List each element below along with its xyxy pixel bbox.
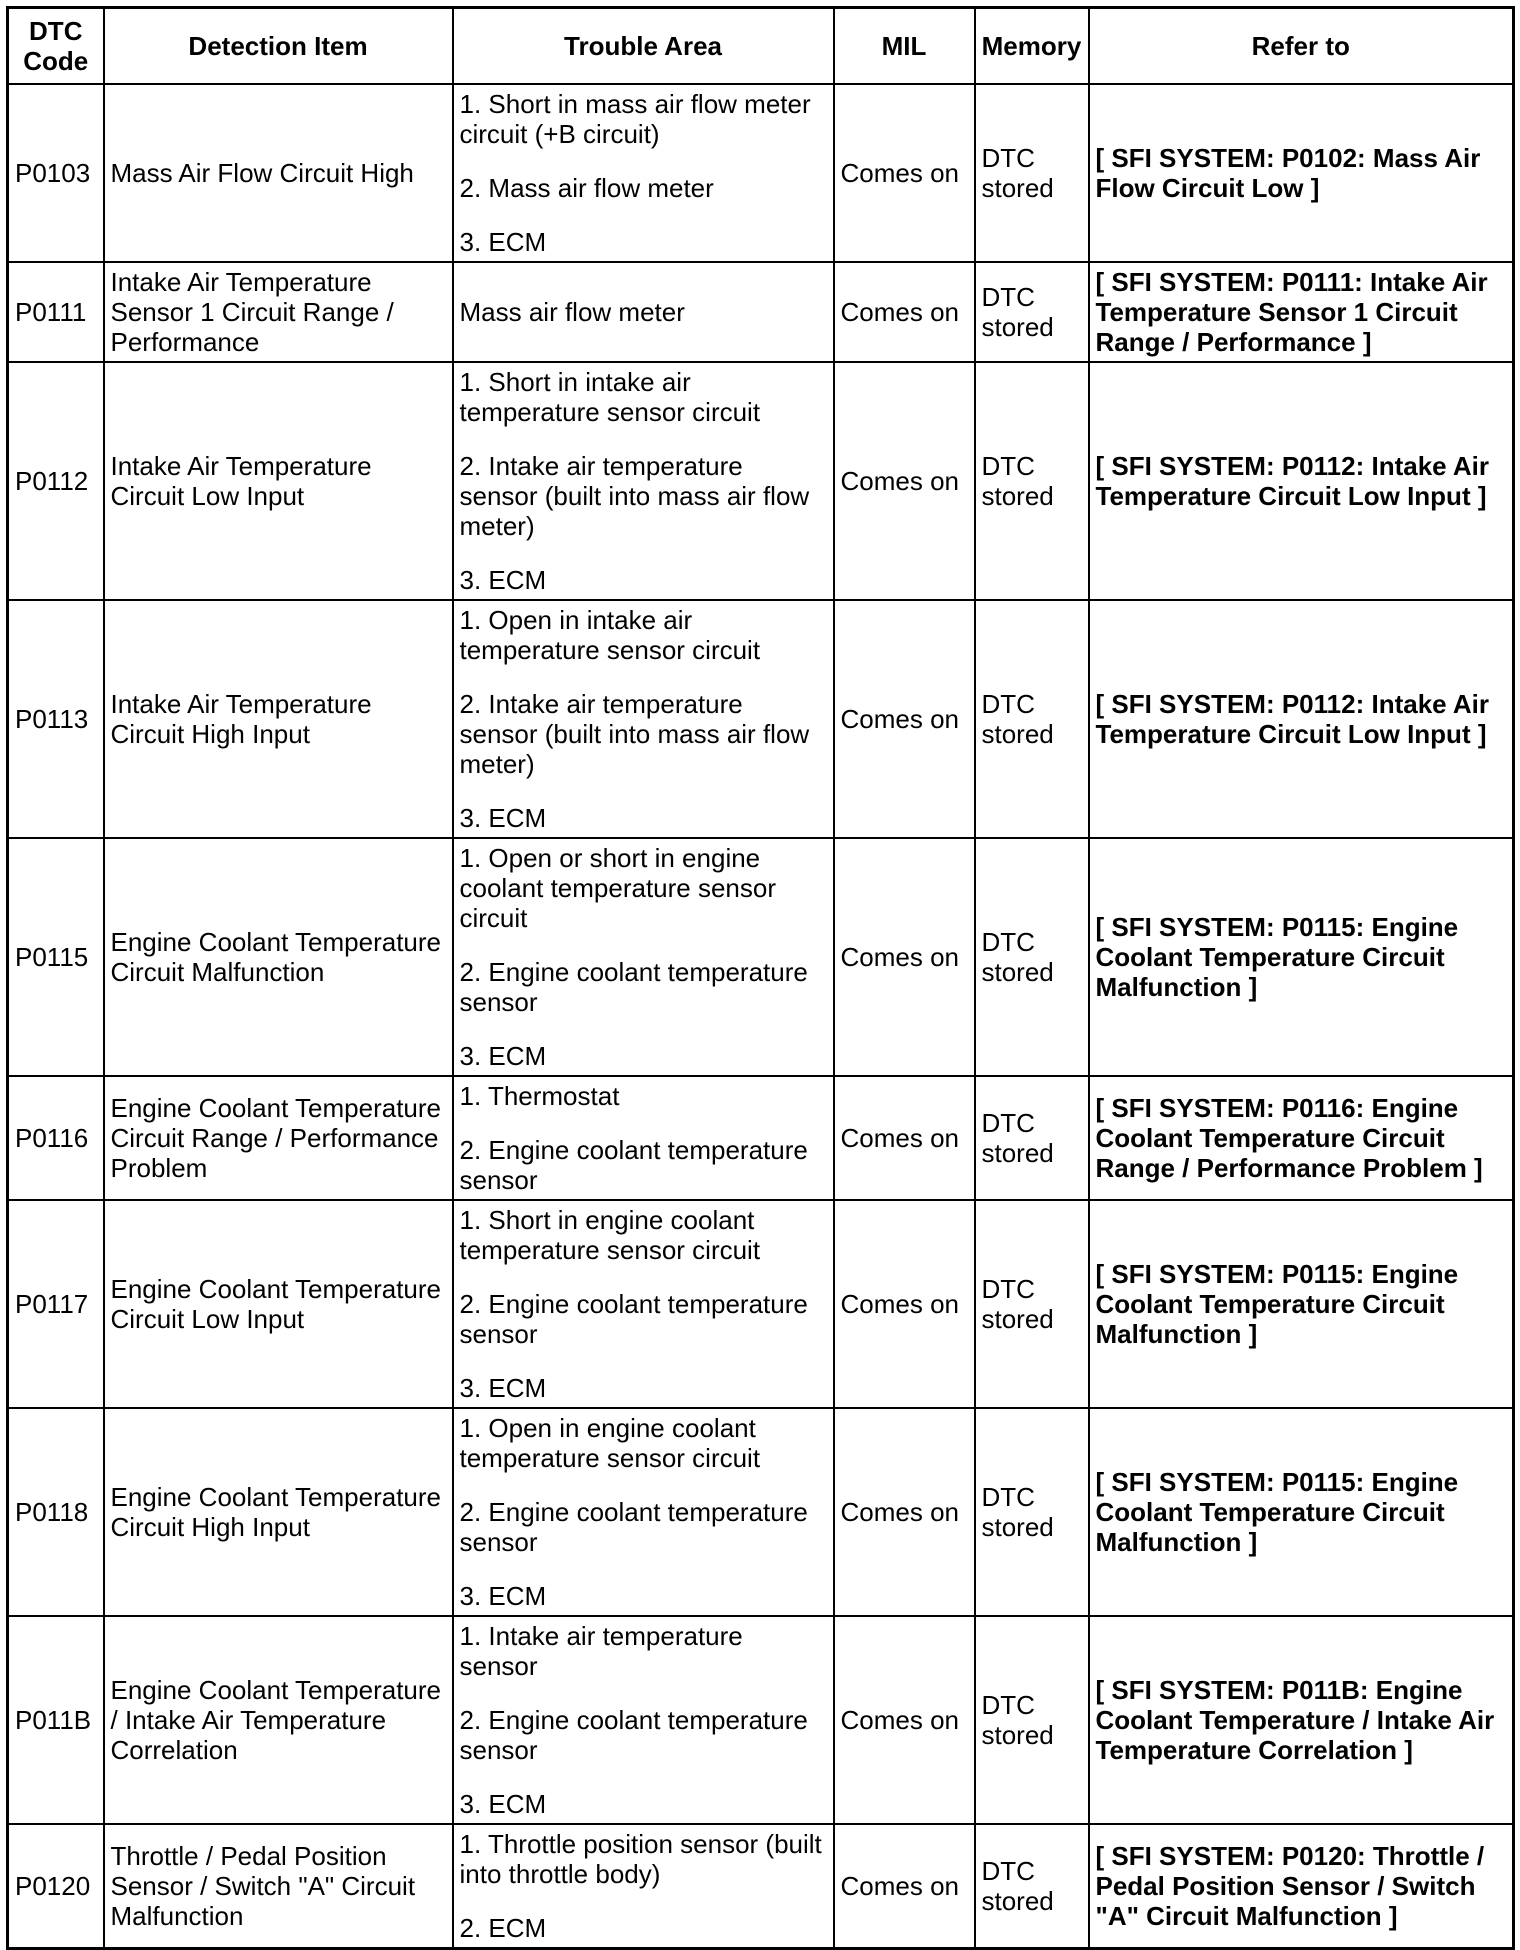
refer-to-link[interactable]: [ SFI SYSTEM: P0112: Intake Air Temperature Circuit Low Input ] <box>1089 362 1514 600</box>
trouble-area-item: 3. ECM <box>459 1373 547 1403</box>
dtc-code-cell: P0116 <box>8 1076 104 1200</box>
memory-cell: DTC stored <box>975 1824 1089 1949</box>
header-trouble-area: Trouble Area <box>453 8 834 85</box>
trouble-area-item: 3. ECM <box>459 565 547 595</box>
header-mil: MIL <box>834 8 975 85</box>
detection-item-cell: Intake Air Temperature Circuit High Input <box>104 600 453 838</box>
trouble-area-item: 3. ECM <box>459 1789 547 1819</box>
trouble-area-item: 3. ECM <box>459 1581 547 1611</box>
memory-cell: DTC stored <box>975 1616 1089 1824</box>
refer-to-link[interactable]: [ SFI SYSTEM: P0111: Intake Air Temperature Sensor 1 Circuit Range / Performance ] <box>1089 262 1514 362</box>
trouble-area-item: 2. Engine coolant temperature sensor <box>459 957 808 1017</box>
trouble-area-cell <box>453 262 834 362</box>
trouble-area-item: 1. Intake air temperature sensor <box>459 1621 743 1681</box>
trouble-area-cell <box>453 1200 834 1408</box>
trouble-area-cell <box>453 1616 834 1824</box>
trouble-area-cell <box>453 1076 834 1200</box>
table-row <box>8 1408 1514 1616</box>
dtc-code-cell: P011B <box>8 1616 104 1824</box>
dtc-code-cell: P0103 <box>8 84 104 262</box>
trouble-area-item: 1. Open or short in engine coolant temperature sensor circuit <box>459 843 777 933</box>
table-row <box>8 262 1514 362</box>
refer-to-link[interactable]: [ SFI SYSTEM: P0112: Intake Air Temperature Circuit Low Input ] <box>1089 600 1514 838</box>
trouble-area-cell <box>453 600 834 838</box>
header-dtc-code: DTC Code <box>8 8 104 85</box>
dtc-table <box>6 6 1515 1950</box>
dtc-table-container <box>6 6 1515 1950</box>
table-row <box>8 1076 1514 1200</box>
mil-cell: Comes on <box>834 1616 975 1824</box>
trouble-area-item: 1. Open in engine coolant temperature sensor circuit <box>459 1413 761 1473</box>
refer-to-link[interactable]: [ SFI SYSTEM: P0102: Mass Air Flow Circuit Low ] <box>1089 84 1514 262</box>
refer-to-link[interactable]: [ SFI SYSTEM: P0120: Throttle / Pedal Position Sensor / Switch "A" Circuit Malfunction ] <box>1089 1824 1514 1949</box>
table-row <box>8 1824 1514 1949</box>
trouble-area-item: 2. ECM <box>459 1913 547 1943</box>
trouble-area-item: 1. Open in intake air temperature sensor circuit <box>459 605 761 665</box>
trouble-area-item: 1. Short in intake air temperature sensor circuit <box>459 367 761 427</box>
trouble-area-item: 3. ECM <box>459 1041 547 1071</box>
mil-cell: Comes on <box>834 1408 975 1616</box>
detection-item-cell: Intake Air Temperature Circuit Low Input <box>104 362 453 600</box>
refer-to-link[interactable]: [ SFI SYSTEM: P0115: Engine Coolant Temperature Circuit Malfunction ] <box>1089 1408 1514 1616</box>
detection-item-cell: Engine Coolant Temperature Circuit Low Input <box>104 1200 453 1408</box>
table-body <box>8 84 1514 1949</box>
memory-cell: DTC stored <box>975 262 1089 362</box>
trouble-area-item: Mass air flow meter <box>459 297 685 327</box>
trouble-area-item: 1. Thermostat <box>459 1081 620 1111</box>
memory-cell: DTC stored <box>975 1408 1089 1616</box>
trouble-area-item: 2. Intake air temperature sensor (built into mass air flow meter) <box>459 689 810 779</box>
trouble-area-item: 3. ECM <box>459 227 547 257</box>
trouble-area-item: 1. Short in mass air flow meter circuit (+B circuit) <box>459 89 811 149</box>
table-row <box>8 362 1514 600</box>
dtc-code-cell: P0120 <box>8 1824 104 1949</box>
refer-to-link[interactable]: [ SFI SYSTEM: P011B: Engine Coolant Temperature / Intake Air Temperature Correlation ] <box>1089 1616 1514 1824</box>
trouble-area-item: 2. Mass air flow meter <box>459 173 714 203</box>
dtc-code-cell: P0117 <box>8 1200 104 1408</box>
header-memory: Memory <box>975 8 1089 85</box>
trouble-area-item: 2. Engine coolant temperature sensor <box>459 1705 808 1765</box>
detection-item-cell: Throttle / Pedal Position Sensor / Switch "A" Circuit Malfunction <box>104 1824 453 1949</box>
detection-item-cell: Engine Coolant Temperature Circuit High Input <box>104 1408 453 1616</box>
memory-cell: DTC stored <box>975 362 1089 600</box>
header-row <box>8 8 1514 85</box>
dtc-code-cell: P0113 <box>8 600 104 838</box>
detection-item-cell: Engine Coolant Temperature / Intake Air Temperature Correlation <box>104 1616 453 1824</box>
detection-item-cell: Mass Air Flow Circuit High <box>104 84 453 262</box>
dtc-code-cell: P0115 <box>8 838 104 1076</box>
memory-cell: DTC stored <box>975 1076 1089 1200</box>
refer-to-link[interactable]: [ SFI SYSTEM: P0116: Engine Coolant Temperature Circuit Range / Performance Problem ] <box>1089 1076 1514 1200</box>
memory-cell: DTC stored <box>975 84 1089 262</box>
detection-item-cell: Engine Coolant Temperature Circuit Malfunction <box>104 838 453 1076</box>
memory-cell: DTC stored <box>975 838 1089 1076</box>
memory-cell: DTC stored <box>975 1200 1089 1408</box>
trouble-area-item: 3. ECM <box>459 803 547 833</box>
mil-cell: Comes on <box>834 1200 975 1408</box>
table-row <box>8 838 1514 1076</box>
detection-item-cell: Intake Air Temperature Sensor 1 Circuit Range / Performance <box>104 262 453 362</box>
mil-cell: Comes on <box>834 362 975 600</box>
mil-cell: Comes on <box>834 1824 975 1949</box>
header-refer-to: Refer to <box>1089 8 1514 85</box>
refer-to-link[interactable]: [ SFI SYSTEM: P0115: Engine Coolant Temperature Circuit Malfunction ] <box>1089 1200 1514 1408</box>
detection-item-cell: Engine Coolant Temperature Circuit Range / Performance Problem <box>104 1076 453 1200</box>
dtc-code-cell: P0111 <box>8 262 104 362</box>
mil-cell: Comes on <box>834 84 975 262</box>
dtc-code-cell: P0118 <box>8 1408 104 1616</box>
table-row <box>8 1200 1514 1408</box>
trouble-area-cell <box>453 1408 834 1616</box>
mil-cell: Comes on <box>834 600 975 838</box>
table-row <box>8 1616 1514 1824</box>
refer-to-link[interactable]: [ SFI SYSTEM: P0115: Engine Coolant Temperature Circuit Malfunction ] <box>1089 838 1514 1076</box>
header-detection-item: Detection Item <box>104 8 453 85</box>
trouble-area-item: 2. Engine coolant temperature sensor <box>459 1497 808 1557</box>
table-row <box>8 84 1514 262</box>
trouble-area-item: 1. Throttle position sensor (built into throttle body) <box>459 1829 822 1889</box>
trouble-area-item: 1. Short in engine coolant temperature sensor circuit <box>459 1205 761 1265</box>
trouble-area-cell <box>453 1824 834 1949</box>
table-row <box>8 600 1514 838</box>
trouble-area-cell <box>453 362 834 600</box>
trouble-area-item: 2. Engine coolant temperature sensor <box>459 1135 808 1195</box>
trouble-area-cell <box>453 84 834 262</box>
trouble-area-item: 2. Intake air temperature sensor (built into mass air flow meter) <box>459 451 810 541</box>
mil-cell: Comes on <box>834 838 975 1076</box>
memory-cell: DTC stored <box>975 600 1089 838</box>
mil-cell: Comes on <box>834 262 975 362</box>
trouble-area-item: 2. Engine coolant temperature sensor <box>459 1289 808 1349</box>
trouble-area-cell <box>453 838 834 1076</box>
dtc-code-cell: P0112 <box>8 362 104 600</box>
mil-cell: Comes on <box>834 1076 975 1200</box>
